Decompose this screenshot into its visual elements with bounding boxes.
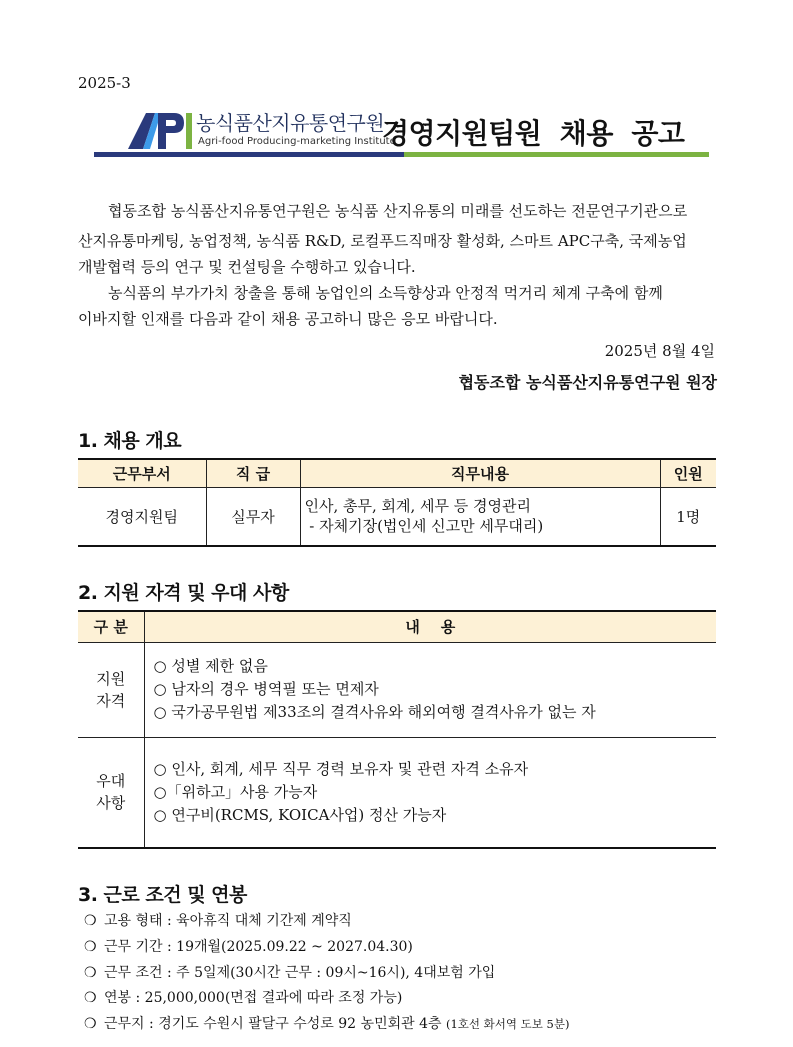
category-label: 자격 (96, 691, 126, 710)
document-number: 2025-3 (78, 74, 131, 92)
table-row (78, 642, 716, 737)
category-cell (78, 642, 144, 737)
section-title: 1. 채용 개요 (78, 430, 182, 452)
condition-text: 근무 조건 : 주 5일제(30시간 근무 : 09시~16시), 4대보험 가입 (104, 965, 496, 981)
title-rule-blue (94, 152, 404, 157)
list-item: ○ 인사, 회계, 세무 직무 경력 보유자 및 관련 자격 소유자 (153, 759, 529, 778)
condition-item (84, 910, 352, 930)
intro-line: 개발협력 등의 연구 및 컨설팅을 수행하고 있습니다. (78, 258, 416, 276)
category-label: 지원 (96, 669, 126, 688)
column-header: 구 분 (78, 611, 144, 642)
condition-text: 연봉 : 25,000,000(면접 결과에 따라 조정 가능) (104, 990, 403, 1006)
duty-line: 인사, 총무, 회계, 세무 등 경영관리 (304, 497, 532, 516)
column-header: 인원 (660, 459, 716, 487)
category-label: 사항 (96, 794, 126, 813)
list-item: ○ 성별 제한 없음 (153, 657, 268, 675)
list-item: ○ 국가공무원법 제33조의 결격사유와 해외여행 결격사유가 없는 자 (153, 703, 596, 721)
headcount-cell: 1명 (660, 487, 716, 546)
condition-text: 고용 형태 : 육아휴직 대체 기간제 계약직 (104, 913, 352, 929)
intro-line: 이바지할 인재를 다음과 같이 채용 공고하니 많은 응모 바랍니다. (78, 310, 498, 328)
table-header-row (78, 459, 716, 487)
condition-item (84, 987, 402, 1007)
dept-cell: 경영지원팀 (78, 487, 206, 546)
page-title: 경영지원팀원 채용 공고 (382, 117, 685, 150)
duty-cell (300, 487, 660, 546)
bullet-icon: ❍ (84, 990, 97, 1006)
list-item: ○ 연구비(RCMS, KOICA사업) 정산 가능자 (153, 805, 447, 824)
category-cell (78, 737, 144, 848)
signer-name: 협동조합 농식품산지유통연구원 원장 (458, 373, 717, 392)
bullet-icon: ❍ (84, 1016, 97, 1032)
category-label: 우대 (96, 772, 126, 791)
column-header: 내 용 (144, 611, 716, 642)
column-header: 근무부서 (78, 459, 206, 487)
intro-line: 협동조합 농식품산지유통연구원은 농식품 산지유통의 미래를 선도하는 전문연구기관으로 (108, 202, 688, 220)
intro-line: 산지유통마케팅, 농업정책, 농식품 R&D, 로컬푸드직매장 활성화, 스마트 APC구축, 국제농업 (78, 232, 687, 250)
condition-text: 근무 기간 : 19개월(2025.09.22 ~ 2027.04.30) (104, 939, 413, 955)
section-title: 3. 근로 조건 및 연봉 (78, 884, 247, 906)
list-item: ○「위하고」사용 가능자 (153, 782, 318, 801)
condition-item (84, 962, 495, 982)
section-title: 2. 지원 자격 및 우대 사항 (78, 582, 289, 604)
column-header: 직무내용 (300, 459, 660, 487)
bullet-icon: ❍ (84, 939, 97, 955)
list-item: ○ 남자의 경우 병역필 또는 면제자 (153, 680, 379, 698)
content-cell (144, 737, 716, 848)
column-header: 직 급 (206, 459, 300, 487)
bullet-icon: ❍ (84, 913, 97, 929)
duty-line: - 자체기장(법인세 신고만 세무대리) (304, 517, 544, 536)
condition-note: (1호선 화서역 도보 5분) (445, 1017, 570, 1031)
announcement-date: 2025년 8월 4일 (604, 342, 715, 360)
rank-cell: 실무자 (206, 487, 300, 546)
intro-line: 농식품의 부가가치 창출을 통해 농업인의 소득향상과 안정적 먹거리 체계 구축에 함께 (108, 284, 663, 302)
content-cell (144, 642, 716, 737)
qualifications-table (78, 610, 716, 849)
recruitment-overview-table (78, 458, 716, 547)
title-rule-green (404, 152, 709, 157)
table-row (78, 487, 716, 546)
bullet-icon: ❍ (84, 965, 97, 981)
org-name-korean: 농식품산지유통연구원 (196, 111, 385, 135)
api-logo-icon (128, 111, 192, 149)
table-row (78, 737, 716, 848)
org-name-english: Agri-food Producing-marketing Institute (198, 136, 396, 147)
table-header-row (78, 611, 716, 642)
condition-item (84, 936, 413, 956)
condition-text: 근무지 : 경기도 수원시 팔달구 수성로 92 농민회관 4층 (104, 1016, 442, 1032)
condition-item (84, 1013, 569, 1033)
